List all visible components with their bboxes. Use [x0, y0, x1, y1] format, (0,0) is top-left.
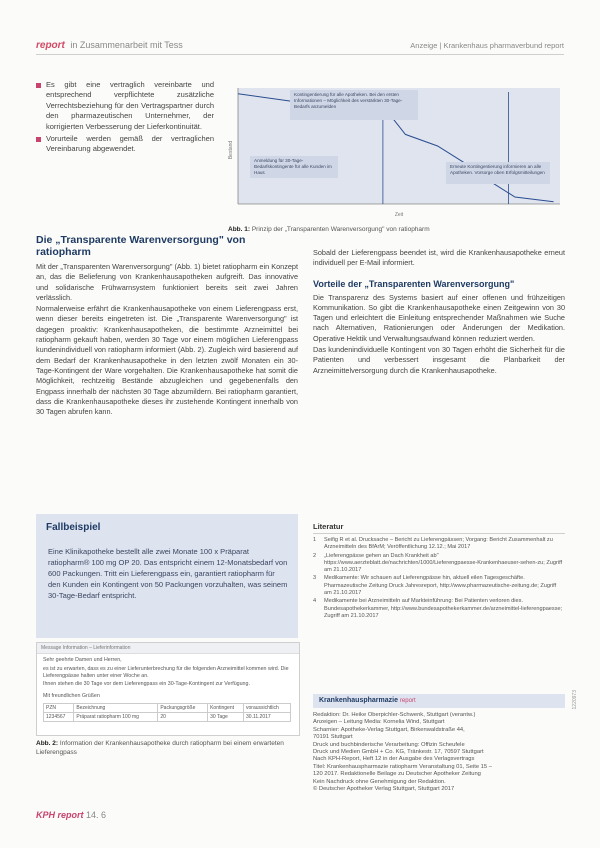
impressum-line: Anzeigen – Leitung Media: Kornelia Wind, Stuttgart — [313, 719, 445, 726]
table-header-row — [44, 704, 291, 713]
email-table — [43, 703, 291, 722]
impressum-line: 120 2017. Redaktionelle Beilage zu Deutscher Apotheker Zeitung — [313, 771, 481, 778]
impressum-line: © Deutscher Apotheker Verlag Stuttgart, Stuttgart 2017 — [313, 786, 455, 793]
y-axis-label: Bestand — [228, 140, 234, 160]
paragraph: Normalerweise erfährt die Krankenhausapotheke von einem Lieferengpass erst, wenn dieser bereits eingetreten ist. Die „Transparente Warenversorgung" ist dagegen proaktiv: Krankenhausapotheken, die bestimmte Arzneimittel bei ratiopharm gekauft haben, werden 30 Tage vor einem möglichen Lieferengpass kundenindividuell von ratiopharm informiert (Abb. 2). Zugleich wird basierend auf dem Bedarf der Krankenhausapotheke in den letzten zwölf Monaten ein 30-Tage-Kontingent der Ware vorgehalten. Die Krankenhausapotheke hat somit die Möglichkeit, rechtzeitig Bestände abzugleichen und gegebenenfalls den Engpass innerhalb der nächsten 30 Tage abzumildern. Bei ratiopharm garantiert, dass die Krankenhausapotheke dieses ihr zustehende Kontingent innerhalb von 30 Tagen abrufen kann. — [36, 304, 298, 417]
bullet-item: Vorurteile werden gemäß der vertraglichen Vereinbarung abgewendet. — [36, 134, 214, 155]
paragraph: Die Transparenz des Systems basiert auf einer offenen und frühzeitigen Kommunikation. So gibt die Krankenhausapotheke einen Zeitgewinn von 30 Tagen und erleichtert die Einleitung entsprechender Maßnahmen wie Suche nach Alternativen, Rationierungen oder Änderungen der Medikation. Operative Hektik und Verwaltungsaufwand können reduziert werden. — [313, 292, 565, 343]
bullet-list-container — [36, 80, 214, 157]
fallbeispiel-title: Fallbeispiel — [46, 522, 101, 533]
section-heading: Die „Transparente Warenversorgung" von ratiopharm — [36, 234, 246, 258]
table-cell: 1234567 — [44, 713, 74, 722]
brand-logo: report — [36, 40, 65, 51]
table-cell: 20 — [158, 713, 208, 722]
impressum-line: Scharnier: Apotheke-Verlag Stuttgart, Birkenwaldstraße 44, — [313, 726, 465, 733]
literature-item: 2 „Lieferengpässe gehen an Dach Krankheit ab" https://www.aerzteblatt.de/nachrichten/1000/Lieferengpaesse-Krankenhaeuser-sehen-zu; Zugriff am 21.10.2017 — [313, 552, 563, 574]
annotation-left: Anmeldung für 30-Tage-Bedarfskontingente für alle Kunden im Haus — [250, 156, 338, 178]
literature-title: Literatur — [313, 522, 344, 531]
right-body — [313, 293, 565, 376]
page-footer — [36, 810, 106, 820]
email-line: Sehr geehrte Damen und Herren, — [43, 657, 122, 663]
impressum-title: Krankenhauspharmazie report — [313, 694, 565, 708]
caption-label: Abb. 1: — [228, 226, 251, 233]
figure-2-caption — [36, 740, 298, 757]
figure-1 — [228, 82, 564, 220]
fallbeispiel-box — [36, 514, 298, 638]
impressum-line: Redaktion: Dr. Heike Oberpichler-Schwenk, Stuttgart (verantw.) — [313, 712, 476, 718]
paragraph: Mit der „Transparenten Warenversorgung" (Abb. 1) bietet ratiopharm ein Konzept an, das die Belieferung von Krankenhausapotheken aufgreift. Das innovative und solidarische Frühwarnsystem funktioniert bereits seit zwei Jahren verlässlich. — [36, 262, 298, 302]
header-divider — [36, 54, 564, 55]
left-column — [36, 234, 298, 418]
x-axis-label: Zeit — [394, 212, 404, 218]
literature-item: 3 Medikamente: Wir schauen auf Lieferengpässe hin, aktuell eilen Tagesgeschäfte. Pharmazeutische Zeitung Druck Jahresreport, http://www.pharmazeutische-zeitung.de; Zugriff am 21.10.2017 — [313, 575, 557, 597]
table-cell: voraussichtlich — [244, 704, 291, 713]
right-column — [313, 248, 565, 377]
table-cell: PZN — [44, 704, 74, 713]
right-intro: Sobald der Lieferengpass beendet ist, wird die Krankenhausapotheke erneut individuell per E-Mail informiert. — [313, 248, 565, 268]
impressum-lines — [313, 712, 565, 793]
caption-label: Abb. 2: — [36, 740, 59, 747]
email-screenshot — [36, 642, 300, 736]
table-row — [44, 713, 291, 722]
table-cell: Bezeichnung — [74, 704, 158, 713]
annotation-right: Erneute Kontingentierung informieren an alle Apotheken. Vorsorge oben Erfolgsmitteilungen — [446, 162, 550, 184]
literature-item: 4 Medikamente bei Arzneimitteln auf Markteinführung: Bei Patienten verloren dies. Bundesapothekerkammer, http://www.bundesapothekerkammer.de/arzneimittel-lieferengpaesse; Zugriff am 21.10.2017 — [313, 598, 563, 619]
side-code: 1220973 — [572, 690, 578, 710]
email-line: Ihnen stehen die 30 Tage vor dem Lieferengpass ein 30-Tage-Kontingent zur Verfügung. — [43, 681, 250, 687]
impressum-line: 70191 Stuttgart — [313, 734, 353, 741]
email-title-bar: Message Information – Lieferinformation — [37, 643, 299, 654]
table-cell: Packungsgröße — [158, 704, 208, 713]
impressum-line: Nach KPH-Report, Heft 12 in der Ausgabe des Verlagsvertrags — [313, 756, 475, 763]
email-line: Mit freundlichen Grüßen — [43, 693, 100, 699]
running-header-right: Anzeige | Krankenhaus pharmaverbund report — [410, 41, 564, 50]
impressum-line: Druck und Medien GmbH + Co. KG, Tränkestr. 17, 70597 Stuttgart — [313, 749, 484, 756]
impressum-line: Druck und buchbinderische Verarbeitung: Offizin Scheufele — [313, 741, 465, 748]
running-header-left — [36, 40, 183, 51]
page-number: 14. 6 — [86, 810, 107, 820]
email-line: es ist zu erwarten, dass es zu einer Lieferunterbrechung für die folgenden Arzneimittel kommen wird. Die Lieferengpässe halten unter einer Woche an. — [43, 666, 289, 679]
table-cell: Präparat ratiopharm 100 mg — [74, 713, 158, 722]
table-cell: Kontingent — [208, 704, 244, 713]
literature-item: 1 Seifig R et al. Drucksache – Bericht zu Lieferengpässen; Vorgang: Bericht Zusammenhalt zu Arzneimitteln des BfArM; Veröffentlichung 12.12.; Mai 2017 — [313, 537, 553, 551]
caption-text: Prinzip der „Transparenten Warenversorgung" von ratiopharm — [251, 226, 430, 233]
table-cell: 30.11.2017 — [244, 713, 291, 722]
fallbeispiel-text: Eine Klinikapotheke bestellt alle zwei Monate 100 x Präparat ratiopharm® 100 mg OP 20. Das entspricht einem 12-Monatsbedarf von 600 Packungen. Tritt ein Lieferengpass ein, garantiert ratiopharm für den Kunden ein Kontingent von 50 Packungen vorzuhalten, was seinem 30-Tage-Bedarf entspricht. — [48, 547, 288, 600]
left-body — [36, 262, 298, 417]
impressum-line: Titel: Krankenhauspharmazie ratiopharm Veranstaltung 01, Seite 15 – — [313, 763, 492, 770]
caption-text: Information der Krankenhausapotheke durch ratiopharm bei einem erwarteten Lieferengpass — [36, 740, 284, 756]
bullet-item: Es gibt eine vertraglich vereinbarte und entsprechend verpflichtete zusätzliche Verrechtsbeziehung für den Vertragspartner durch den pharmazeutischen Unternehmer, der korrigierten Verbesserung der Lieferkontinuität. — [36, 80, 214, 132]
literature-divider — [313, 533, 565, 534]
literature-section — [313, 522, 565, 621]
impressum-line: Kein Nachdruck ohne Genehmigung der Redaktion. — [313, 778, 446, 785]
header-partner-text: in Zusammenarbeit mit Tess — [70, 40, 183, 50]
literature-list — [313, 537, 565, 620]
subsection-heading: Vorteile der „Transparenten Warenversorgung" — [313, 278, 515, 289]
footer-brand: KPH report — [36, 810, 84, 820]
annotation-top: Kontingentierung für alle Apotheken. Bei den ersten Informationen – Möglichkeit des verstärkten 30-Tage-Bedarfs anzumelden — [290, 90, 418, 120]
impressum-box — [313, 694, 565, 793]
bullet-list — [36, 80, 214, 155]
paragraph: Das kundenindividuelle Kontingent von 30 Tagen erhöht die Sicherheit für die Patienten und verbessert insgesamt die Planbarkeit der Arzneimittelversorgung durch die Krankenhausapotheke. — [313, 345, 565, 375]
table-cell: 30 Tage — [208, 713, 244, 722]
impressum-title-suffix: report — [399, 698, 416, 704]
